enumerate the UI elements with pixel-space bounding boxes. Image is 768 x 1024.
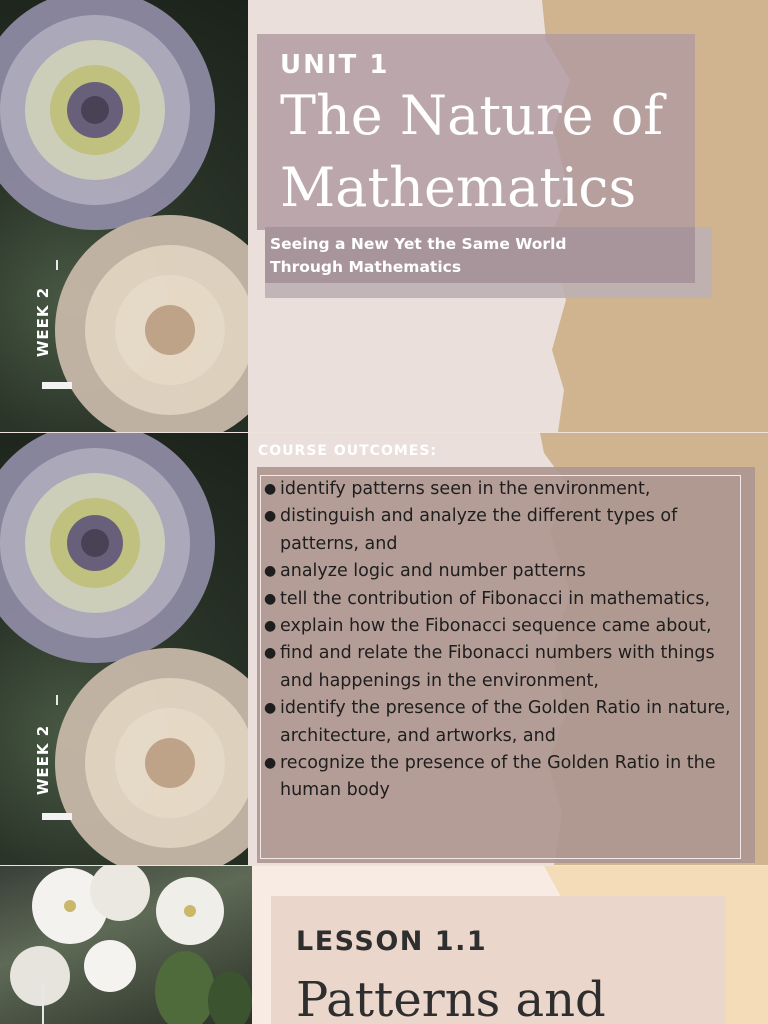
dahlia-photo — [0, 0, 248, 432]
outcomes-heading: COURSE OUTCOMES: — [258, 443, 438, 459]
week-bar — [42, 382, 72, 389]
slide-unit-title — [0, 0, 768, 432]
outcome-item: ● distinguish and analyze the different types of patterns, and — [264, 503, 740, 558]
week-label: WEEK 2 — [34, 724, 52, 796]
week-bar — [42, 813, 72, 820]
outcome-item: ● explain how the Fibonacci sequence came about, — [264, 613, 740, 640]
outcome-item: ● analyze logic and number patterns — [264, 558, 740, 585]
unit-label: UNIT 1 — [280, 50, 390, 80]
page-title: The Nature of Mathematics — [280, 84, 664, 219]
page-subtitle: Seeing a New Yet the Same World Through Mathematics — [270, 235, 567, 276]
outcome-item: ● identify patterns seen in the environment, — [264, 476, 740, 503]
week-label: WEEK 2 — [34, 286, 52, 358]
slide-lesson — [0, 866, 768, 1024]
white-blossom-photo — [0, 866, 252, 1024]
outcome-item: ● find and relate the Fibonacci numbers with things and happenings in the environment, — [264, 640, 740, 695]
lesson-label: LESSON 1.1 — [296, 926, 488, 957]
slide-course-outcomes — [0, 433, 768, 865]
dahlia-photo — [0, 433, 248, 865]
blossom-illustration — [0, 866, 252, 1024]
outcome-item: ● tell the contribution of Fibonacci in mathematics, — [264, 586, 740, 613]
week-marker — [14, 695, 70, 845]
week-line — [42, 984, 44, 1024]
lesson-title: Patterns and — [296, 972, 606, 1024]
week-marker — [14, 260, 70, 410]
outcome-item: ● identify the presence of the Golden Ratio in nature, architecture, and artworks, and — [264, 695, 740, 750]
outcomes-list — [260, 475, 741, 859]
outcome-item: ● recognize the presence of the Golden Ratio in the human body — [264, 750, 740, 805]
